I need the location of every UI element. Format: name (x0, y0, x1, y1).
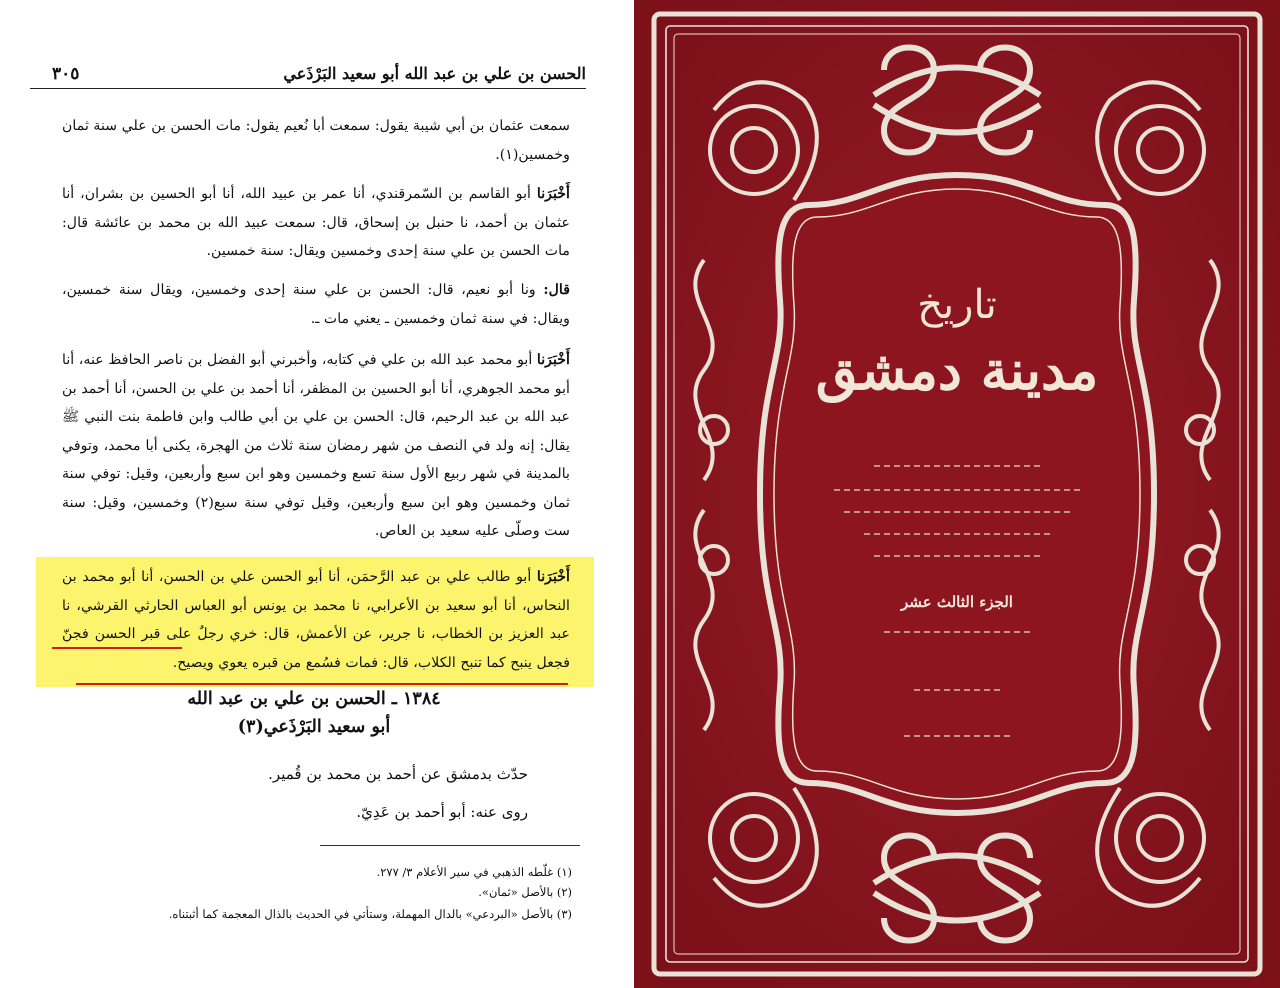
running-head (30, 60, 586, 88)
paragraph-text: أبو محمد عبد الله بن علي في كتابه، وأخبرني أبو الفضل بن ناصر الحافظ عنه، أنا أبو محمد الجوهري، أنا أبو الحسين بن المظفر، أنا أحمد بن علي بن الحسن، أنا أحمد بن عبد الله بن عبد الرحيم، قال: الحسن بن علي بن أبي طالب وابن فاطمة بنت النبي ﷺ يقال: إنه ولد في النصف من شهر رمضان سنة ثلاث من الهجرة، يكنى أبا محمد، وتوفي بالمدينة في شهر ربيع الأول سنة تسع وخمسين وهو ابن سبع وأربعين، وقيل: توفي سنة ثمان وخمسين وهو ابن سبع وأربعين، وقيل توفي سنة سبع(٢) وخمسين، وقيل: سنة ست وصلّى عليه سعيد بن العاص. (62, 352, 570, 539)
cover-ornament (634, 0, 1280, 988)
paragraph-2 (62, 180, 570, 266)
paragraph-1 (62, 112, 570, 169)
paragraph-lead: أَخْبَرَنا (536, 352, 570, 368)
footnote: (١) غلّطه الذهبي في سير الأعلام ٣/ ٢٧٧. (376, 865, 572, 879)
bio-line: حدّث بدمشق عن أحمد بن محمد بن قُمير. (268, 765, 528, 783)
page-number: ٣٠٥ (52, 64, 80, 84)
paragraph-text: سمعت عثمان بن أبي شيبة يقول: سمعت أبا نُعيم يقول: مات الحسن بن علي سنة ثمان وخمسين(١). (62, 118, 570, 163)
book-page (0, 0, 628, 988)
cover-title-line-2: مدينة دمشق (815, 338, 1099, 402)
paragraph-lead: أَخْبَرَنا (536, 186, 570, 202)
paragraph-lead: أَخْبَرَنا (536, 569, 570, 585)
paragraph-text: أبو القاسم بن السّمرقندي، أنا عمر بن عبيد الله، أنا أبو الحسين بن بشران، أنا عثمان بن أحمد، نا حنبل بن إسحاق، قال: سمعت عبيد الله بن محمد بن عائشة قال: مات الحسن بن علي سنة إحدى وخمسين ويقال: سنة خمسين. (62, 186, 570, 259)
cover-volume-label: الجزء الثالث عشر (901, 593, 1013, 611)
highlighted-paragraph (62, 563, 570, 677)
running-title: الحسن بن علي بن عبد الله أبو سعيد البَرْذَعي (283, 64, 586, 83)
book-cover (634, 0, 1280, 988)
paragraph-lead: قال: (543, 282, 570, 298)
cover-title-line-1: تاريخ (917, 282, 997, 328)
footnote: (٢) بالأصل «ثمان». (478, 885, 572, 899)
paragraph-3 (62, 276, 570, 333)
entry-subheading: أبو سعيد البَرْذَعي(٣) (237, 717, 391, 737)
footnote-rule (320, 845, 580, 846)
red-underline (52, 647, 182, 649)
red-underline (76, 683, 568, 685)
entry-heading: ١٣٨٤ ـ الحسن بن علي بن عبد الله (187, 689, 441, 709)
header-rule (30, 88, 586, 89)
paragraph-4 (62, 346, 570, 546)
bio-line: روى عنه: أبو أحمد بن عَدِيّ. (356, 803, 528, 821)
footnote: (٣) بالأصل «البردعي» بالدال المهملة، وستأتي في الحديث بالذال المعجمة كما أثبتناه. (168, 907, 572, 921)
paragraph-text: أبو طالب علي بن عبد الرَّحمَن، أنا أبو الحسن علي بن الحسن، أنا أبو محمد بن النحاس، أنا أبو سعيد بن الأعرابي، نا محمد بن يونس أبو العباس الحارثي القرشي، نا عبد العزيز بن الخطاب، نا جرير، عن الأعمش، قال: خري رجلٌ على قبر الحسن فجنّ فجعل ينبح كما تنبح الكلاب، قال: فمات فسُمع من قبره يعوي ويصيح. (62, 569, 570, 671)
paragraph-text: ونا أبو نعيم، قال: الحسن بن علي سنة إحدى وخمسين، ويقال سنة خمسين، ويقال: في سنة ثمان وخمسين ـ يعني مات ـ. (62, 282, 570, 327)
